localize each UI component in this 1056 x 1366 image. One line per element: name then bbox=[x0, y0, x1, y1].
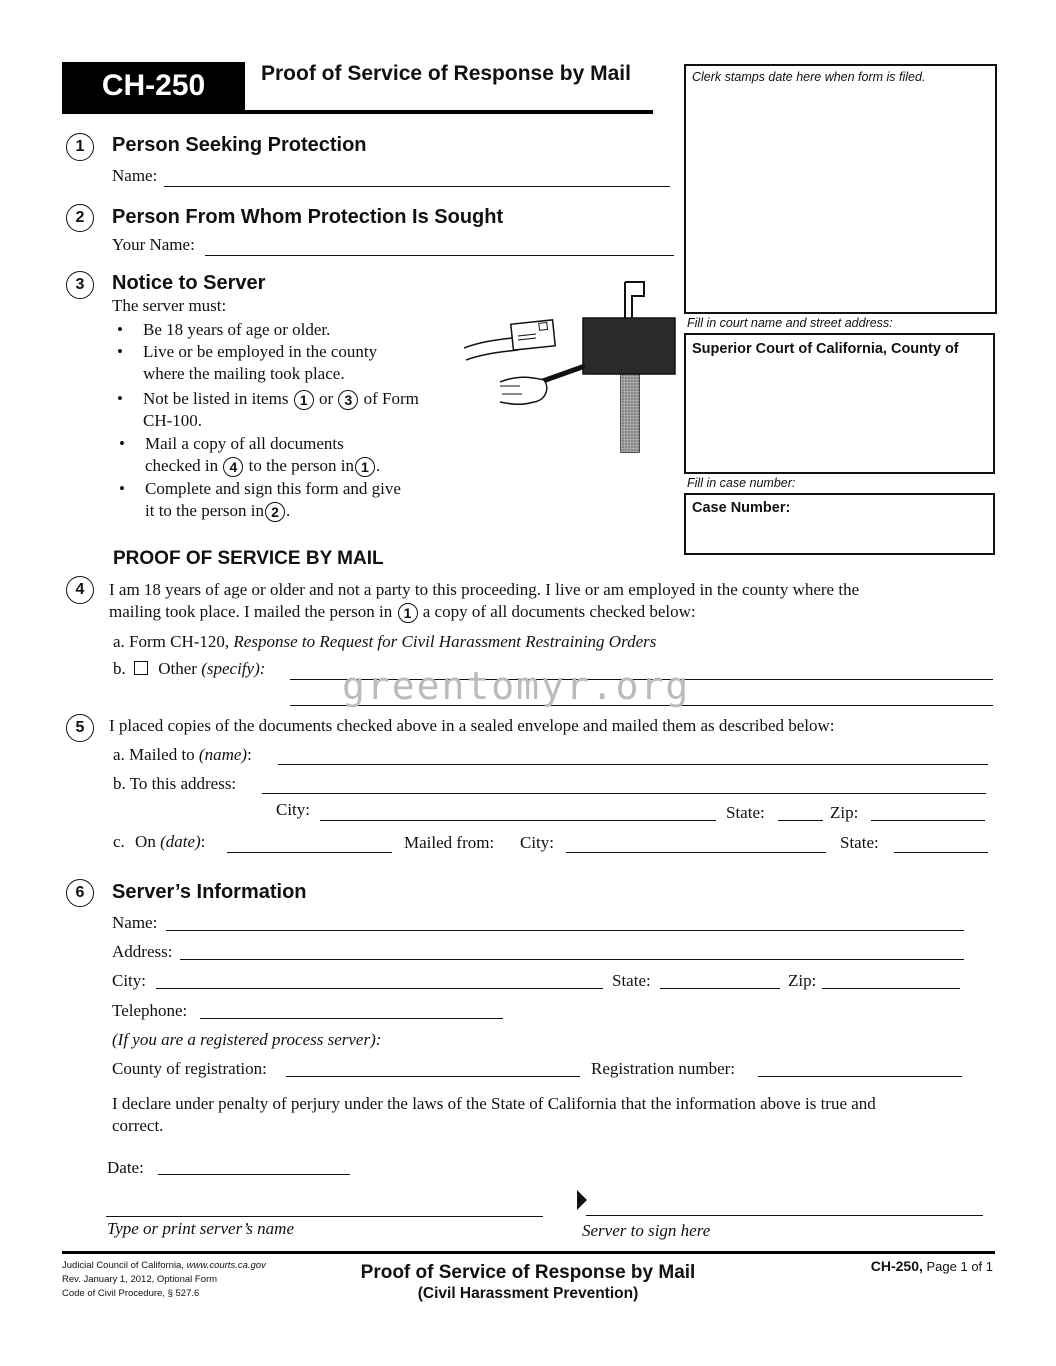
restrained-name-label: Your Name: bbox=[112, 235, 195, 254]
section-4-line2-post: a copy of all documents checked below: bbox=[422, 602, 696, 621]
mailed-from-state-field[interactable] bbox=[894, 852, 988, 853]
footer-council-text: Judicial Council of California, bbox=[62, 1260, 184, 1271]
section-4-line2-pre: mailing took place. I mailed the person in bbox=[109, 602, 393, 621]
other-checkbox[interactable] bbox=[134, 661, 148, 675]
notice-bullet-4-mid: to the person in bbox=[248, 456, 354, 475]
section-1-title: Person Seeking Protection bbox=[112, 134, 367, 156]
restrained-name-field[interactable] bbox=[205, 255, 674, 256]
declaration-line1: I declare under penalty of perjury under the laws of the State of California that the information above is true and bbox=[112, 1094, 876, 1113]
footer-council-url[interactable]: www.courts.ca.gov bbox=[186, 1260, 266, 1271]
section-4-line2 bbox=[109, 602, 696, 623]
section-number-3: 3 bbox=[66, 271, 94, 299]
notice-bullet-4-pre: checked in bbox=[145, 456, 219, 475]
footer-subtitle: (Civil Harassment Prevention) bbox=[417, 1285, 639, 1302]
notice-bullet-5-pre: it to the person in bbox=[145, 501, 264, 520]
footer-code: Code of Civil Procedure, § 527.6 bbox=[62, 1288, 200, 1299]
notice-bullet-3-post: of Form bbox=[363, 389, 419, 408]
mailing-state-label: State: bbox=[726, 803, 765, 822]
mailing-date-on: On bbox=[135, 832, 156, 851]
section-3-title: Notice to Server bbox=[112, 272, 266, 294]
reaching-hand-icon bbox=[500, 366, 585, 404]
notice-bullet-3 bbox=[143, 388, 419, 432]
mailing-city-field[interactable] bbox=[320, 820, 716, 821]
server-telephone-label: Telephone: bbox=[112, 1001, 188, 1020]
footer-title: Proof of Service of Response by Mail bbox=[360, 1262, 696, 1283]
notice-bullet-3-mid: or bbox=[318, 389, 334, 408]
form-title: Proof of Service of Response by Mail bbox=[261, 62, 631, 85]
case-number-box[interactable] bbox=[684, 493, 995, 555]
mailing-address-field[interactable] bbox=[262, 793, 986, 794]
case-caption: Fill in case number: bbox=[687, 476, 796, 490]
county-registration-field[interactable] bbox=[286, 1076, 580, 1077]
date-field[interactable] bbox=[158, 1174, 350, 1175]
section-6-title: Server’s Information bbox=[112, 881, 307, 903]
server-state-field[interactable] bbox=[660, 988, 780, 989]
footer-form-id: CH-250, bbox=[870, 1258, 923, 1274]
notice-bullet-5-line1: • Complete and sign this form and give bbox=[145, 479, 401, 498]
notice-bullet-2-line2: where the mailing took place. bbox=[143, 364, 345, 383]
server-address-field[interactable] bbox=[180, 959, 964, 960]
item-ref-2: 2 bbox=[265, 502, 285, 522]
mailed-to-name-hint: (name) bbox=[198, 745, 248, 764]
court-caption: Fill in court name and street address: bbox=[687, 316, 893, 330]
notice-bullet-2 bbox=[143, 341, 377, 385]
section-number-5: 5 bbox=[66, 714, 94, 742]
document-option-b-pre: b. bbox=[113, 659, 126, 678]
notice-bullet-4-post: . bbox=[375, 456, 381, 475]
case-number-label: Case Number: bbox=[692, 500, 791, 516]
clerk-stamp-box bbox=[684, 64, 997, 314]
mailed-from-label: Mailed from: bbox=[404, 833, 495, 852]
notice-bullet-4-line1: • Mail a copy of all documents bbox=[145, 434, 344, 453]
notice-bullet-1-text: Be 18 years of age or older. bbox=[143, 320, 331, 339]
server-city-field[interactable] bbox=[156, 988, 603, 989]
server-signature-field[interactable] bbox=[586, 1215, 983, 1216]
type-name-label: Type or print server’s name bbox=[107, 1219, 294, 1238]
document-option-a-pre: a. Form CH-120, bbox=[113, 632, 230, 651]
notice-bullet-2-line1: • Live or be employed in the county bbox=[143, 342, 378, 361]
section-number-4: 4 bbox=[66, 576, 94, 604]
mailing-state-field[interactable] bbox=[778, 820, 823, 821]
sign-arrow-icon bbox=[577, 1190, 587, 1210]
server-name-label: Name: bbox=[112, 913, 158, 932]
mailbox-illustration bbox=[460, 278, 680, 458]
registered-server-note: (If you are a registered process server): bbox=[112, 1030, 382, 1049]
footer-rule bbox=[62, 1251, 995, 1254]
footer-page-info bbox=[871, 1258, 993, 1274]
mailing-date-hint: (date) bbox=[160, 832, 201, 851]
mailed-to-name-field[interactable] bbox=[278, 764, 988, 765]
server-zip-label: Zip: bbox=[788, 971, 817, 990]
mailing-date-field[interactable] bbox=[227, 852, 392, 853]
mailed-from-state-label: State: bbox=[840, 833, 879, 852]
mailing-date-colon: : bbox=[200, 832, 206, 851]
court-name-box[interactable] bbox=[684, 333, 995, 474]
date-label: Date: bbox=[107, 1158, 144, 1177]
mailbox-icon bbox=[583, 282, 675, 374]
mailing-date-row-label bbox=[113, 832, 205, 852]
server-zip-field[interactable] bbox=[822, 988, 960, 989]
item-ref-1c: 1 bbox=[398, 603, 418, 623]
server-city-label: City: bbox=[112, 971, 147, 990]
server-state-label: State: bbox=[612, 971, 651, 990]
mailing-zip-label: Zip: bbox=[830, 803, 859, 822]
footer-council bbox=[62, 1259, 266, 1273]
protected-name-label: Name: bbox=[112, 166, 158, 185]
notice-bullet-5 bbox=[145, 478, 401, 522]
declaration-line2: correct. bbox=[112, 1116, 164, 1135]
section-number-1: 1 bbox=[66, 133, 94, 161]
document-option-a bbox=[113, 632, 656, 652]
protected-name-field[interactable] bbox=[164, 186, 670, 187]
mailed-to-pre: a. Mailed to bbox=[113, 745, 195, 764]
post-icon bbox=[621, 370, 639, 452]
item-ref-3: 3 bbox=[338, 390, 358, 410]
notice-bullet-5-post: . bbox=[285, 501, 291, 520]
envelope-hand-icon bbox=[464, 320, 555, 360]
watermark: greentomyr.org bbox=[342, 664, 691, 708]
mailed-from-city-label: City: bbox=[520, 833, 555, 852]
notice-bullet-1 bbox=[143, 319, 330, 341]
mailed-from-city-field[interactable] bbox=[566, 852, 826, 853]
notice-bullet-3-pre: Not be listed in items bbox=[143, 389, 289, 408]
section-5-intro: I placed copies of the documents checked above in a sealed envelope and mailed them as described below: bbox=[109, 716, 835, 735]
server-telephone-field[interactable] bbox=[200, 1018, 503, 1019]
address-label: b. To this address: bbox=[113, 774, 237, 793]
clerk-stamp-label: Clerk stamps date here when form is filed. bbox=[692, 70, 926, 84]
court-name-label: Superior Court of California, County of bbox=[692, 341, 959, 357]
server-address-label: Address: bbox=[112, 942, 173, 961]
server-must-intro: The server must: bbox=[112, 296, 227, 315]
mailed-to-colon: : bbox=[247, 745, 252, 764]
server-name-field[interactable] bbox=[166, 930, 964, 931]
section-number-6: 6 bbox=[66, 879, 94, 907]
footer-revision: Rev. January 1, 2012, Optional Form bbox=[62, 1274, 218, 1285]
notice-bullet-3-line2: CH-100. bbox=[143, 411, 203, 431]
other-specify-label: (specify): bbox=[201, 659, 266, 678]
proof-of-service-heading: PROOF OF SERVICE BY MAIL bbox=[113, 548, 384, 569]
mailing-zip-field[interactable] bbox=[871, 820, 985, 821]
item-ref-1b: 1 bbox=[355, 457, 375, 477]
mailing-city-label: City: bbox=[276, 800, 311, 819]
form-id: CH-250 bbox=[101, 69, 206, 102]
county-registration-label: County of registration: bbox=[112, 1059, 267, 1078]
mailed-to-label bbox=[113, 745, 252, 765]
footer-page-number: Page 1 of 1 bbox=[926, 1259, 993, 1274]
form-id-badge bbox=[62, 62, 245, 110]
registration-number-field[interactable] bbox=[758, 1076, 962, 1077]
mailing-date-item: c. bbox=[113, 832, 125, 851]
document-option-a-title: Response to Request for Civil Harassment Restraining Orders bbox=[233, 632, 657, 651]
other-label: Other bbox=[158, 659, 197, 678]
header-rule bbox=[62, 110, 653, 114]
notice-bullet-4 bbox=[145, 433, 380, 477]
item-ref-4: 4 bbox=[223, 457, 243, 477]
item-ref-1: 1 bbox=[294, 390, 314, 410]
section-2-title: Person From Whom Protection Is Sought bbox=[112, 206, 504, 228]
sign-here-label: Server to sign here bbox=[582, 1221, 711, 1240]
server-printed-name-field[interactable] bbox=[106, 1216, 543, 1217]
document-option-b bbox=[113, 659, 265, 679]
footer-left bbox=[62, 1259, 266, 1301]
section-number-2: 2 bbox=[66, 204, 94, 232]
registration-number-label: Registration number: bbox=[591, 1059, 736, 1078]
section-4-line1: I am 18 years of age or older and not a party to this proceeding. I live or am employed in the county where the bbox=[109, 580, 860, 599]
